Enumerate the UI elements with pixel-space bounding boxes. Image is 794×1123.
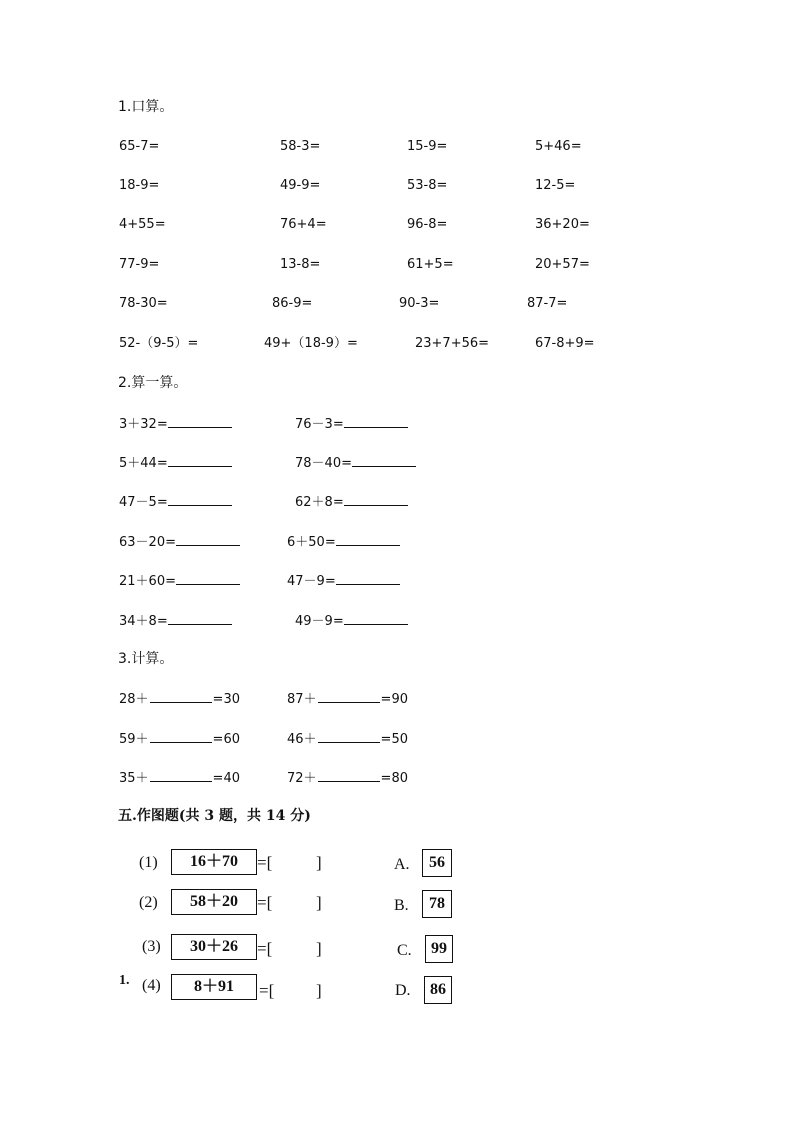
item-number: (2) <box>139 894 158 911</box>
calc-problem <box>295 415 408 433</box>
item-number: (1) <box>139 854 158 871</box>
sum: =30 <box>212 692 240 707</box>
sum: =60 <box>212 732 240 747</box>
addend: 59＋ <box>119 732 149 747</box>
equals-open-bracket: =[ <box>257 893 273 912</box>
section-2-title: 2.算一算。 <box>118 375 188 391</box>
oral-problem: 13-8= <box>280 257 321 272</box>
answer-blank[interactable] <box>168 454 232 467</box>
addend: 35＋ <box>119 771 149 786</box>
calc-expression: 78－40= <box>295 456 352 471</box>
oral-problem: 49-9= <box>280 178 321 193</box>
fill-problem <box>287 769 408 787</box>
fill-problem <box>287 690 408 708</box>
oral-problem: 78-30= <box>119 296 168 311</box>
answer-blank[interactable] <box>176 572 240 585</box>
oral-problem: 76+4= <box>280 217 327 232</box>
oral-problem: 12-5= <box>535 178 576 193</box>
oral-problem: 53-8= <box>407 178 448 193</box>
item-number: (4) <box>142 977 161 994</box>
fill-problem <box>119 769 240 787</box>
calc-expression: 3＋32= <box>119 417 168 432</box>
oral-problem: 52-（9-5）= <box>119 336 199 351</box>
calc-expression: 5＋44= <box>119 456 168 471</box>
equals-open-bracket: =[ <box>257 939 273 958</box>
answer-blank[interactable] <box>318 769 380 782</box>
section-1-title: 1.口算。 <box>118 99 174 115</box>
oral-problem: 96-8= <box>407 217 448 232</box>
choice-value-box: 99 <box>425 935 453 963</box>
calc-problem <box>287 533 400 551</box>
close-bracket: ] <box>316 853 322 872</box>
choice-value-box: 56 <box>422 849 452 877</box>
sum: =80 <box>380 771 408 786</box>
section-5-title: 五.作图题(共 3 题，共 14 分) <box>118 808 311 824</box>
expression-box: 16＋70 <box>171 849 257 875</box>
expression-box: 58＋20 <box>171 889 257 915</box>
calc-problem <box>119 612 232 630</box>
calc-problem <box>119 572 240 590</box>
calc-expression: 47－9= <box>287 574 336 589</box>
calc-expression: 6＋50= <box>287 535 336 550</box>
equals-open-bracket: =[ <box>259 981 275 1000</box>
choice-letter: C. <box>397 942 412 959</box>
question-number: 1. <box>119 973 130 988</box>
expression-box: 8＋91 <box>171 974 257 1000</box>
answer-blank[interactable] <box>150 769 212 782</box>
answer-blank[interactable] <box>150 690 212 703</box>
oral-problem: 4+55= <box>119 217 166 232</box>
calc-expression: 47－5= <box>119 495 168 510</box>
calc-problem <box>287 572 400 590</box>
answer-blank[interactable] <box>168 415 232 428</box>
addend: 46＋ <box>287 732 317 747</box>
oral-problem: 90-3= <box>399 296 440 311</box>
calc-expression: 76－3= <box>295 417 344 432</box>
oral-problem: 65-7= <box>119 139 160 154</box>
expression-box: 30＋26 <box>171 934 257 960</box>
calc-expression: 49－9= <box>295 614 344 629</box>
oral-problem: 18-9= <box>119 178 160 193</box>
answer-blank[interactable] <box>318 690 380 703</box>
sum: =50 <box>380 732 408 747</box>
answer-blank[interactable] <box>168 612 232 625</box>
oral-problem: 5+46= <box>535 139 582 154</box>
oral-problem: 87-7= <box>527 296 568 311</box>
calc-problem <box>295 612 408 630</box>
sum: =90 <box>380 692 408 707</box>
choice-value-box: 78 <box>422 890 452 918</box>
answer-blank[interactable] <box>344 612 408 625</box>
oral-problem: 77-9= <box>119 257 160 272</box>
calc-problem <box>295 493 408 511</box>
answer-blank[interactable] <box>318 730 380 743</box>
answer-blank[interactable] <box>352 454 416 467</box>
calc-expression: 62＋8= <box>295 495 344 510</box>
choice-value-box: 86 <box>424 976 452 1004</box>
addend: 28＋ <box>119 692 149 707</box>
calc-problem <box>119 493 232 511</box>
fill-problem <box>287 730 408 748</box>
answer-blank[interactable] <box>150 730 212 743</box>
fill-problem <box>119 730 240 748</box>
oral-problem: 58-3= <box>280 139 321 154</box>
addend: 87＋ <box>287 692 317 707</box>
answer-blank[interactable] <box>176 533 240 546</box>
calc-expression: 21＋60= <box>119 574 176 589</box>
close-bracket: ] <box>316 939 322 958</box>
answer-blank[interactable] <box>344 493 408 506</box>
addend: 72＋ <box>287 771 317 786</box>
calc-problem <box>119 415 232 433</box>
choice-letter: D. <box>395 982 411 999</box>
equals-open-bracket: =[ <box>257 853 273 872</box>
close-bracket: ] <box>316 893 322 912</box>
oral-problem: 20+57= <box>535 257 590 272</box>
oral-problem: 49+（18-9）= <box>264 336 358 351</box>
oral-problem: 15-9= <box>407 139 448 154</box>
answer-blank[interactable] <box>336 533 400 546</box>
choice-letter: A. <box>394 856 410 873</box>
sum: =40 <box>212 771 240 786</box>
oral-problem: 23+7+56= <box>415 336 490 351</box>
oral-problem: 86-9= <box>272 296 313 311</box>
answer-blank[interactable] <box>168 493 232 506</box>
oral-problem: 67-8+9= <box>535 336 595 351</box>
choice-letter: B. <box>394 897 409 914</box>
close-bracket: ] <box>316 981 322 1000</box>
answer-blank[interactable] <box>344 415 408 428</box>
calc-problem <box>119 454 232 472</box>
calc-problem <box>119 533 240 551</box>
calc-problem <box>295 454 416 472</box>
calc-expression: 34＋8= <box>119 614 168 629</box>
section-3-title: 3.计算。 <box>118 651 174 667</box>
fill-problem <box>119 690 240 708</box>
oral-problem: 36+20= <box>535 217 590 232</box>
item-number: (3) <box>142 938 161 955</box>
calc-expression: 63－20= <box>119 535 176 550</box>
oral-problem: 61+5= <box>407 257 454 272</box>
answer-blank[interactable] <box>336 572 400 585</box>
